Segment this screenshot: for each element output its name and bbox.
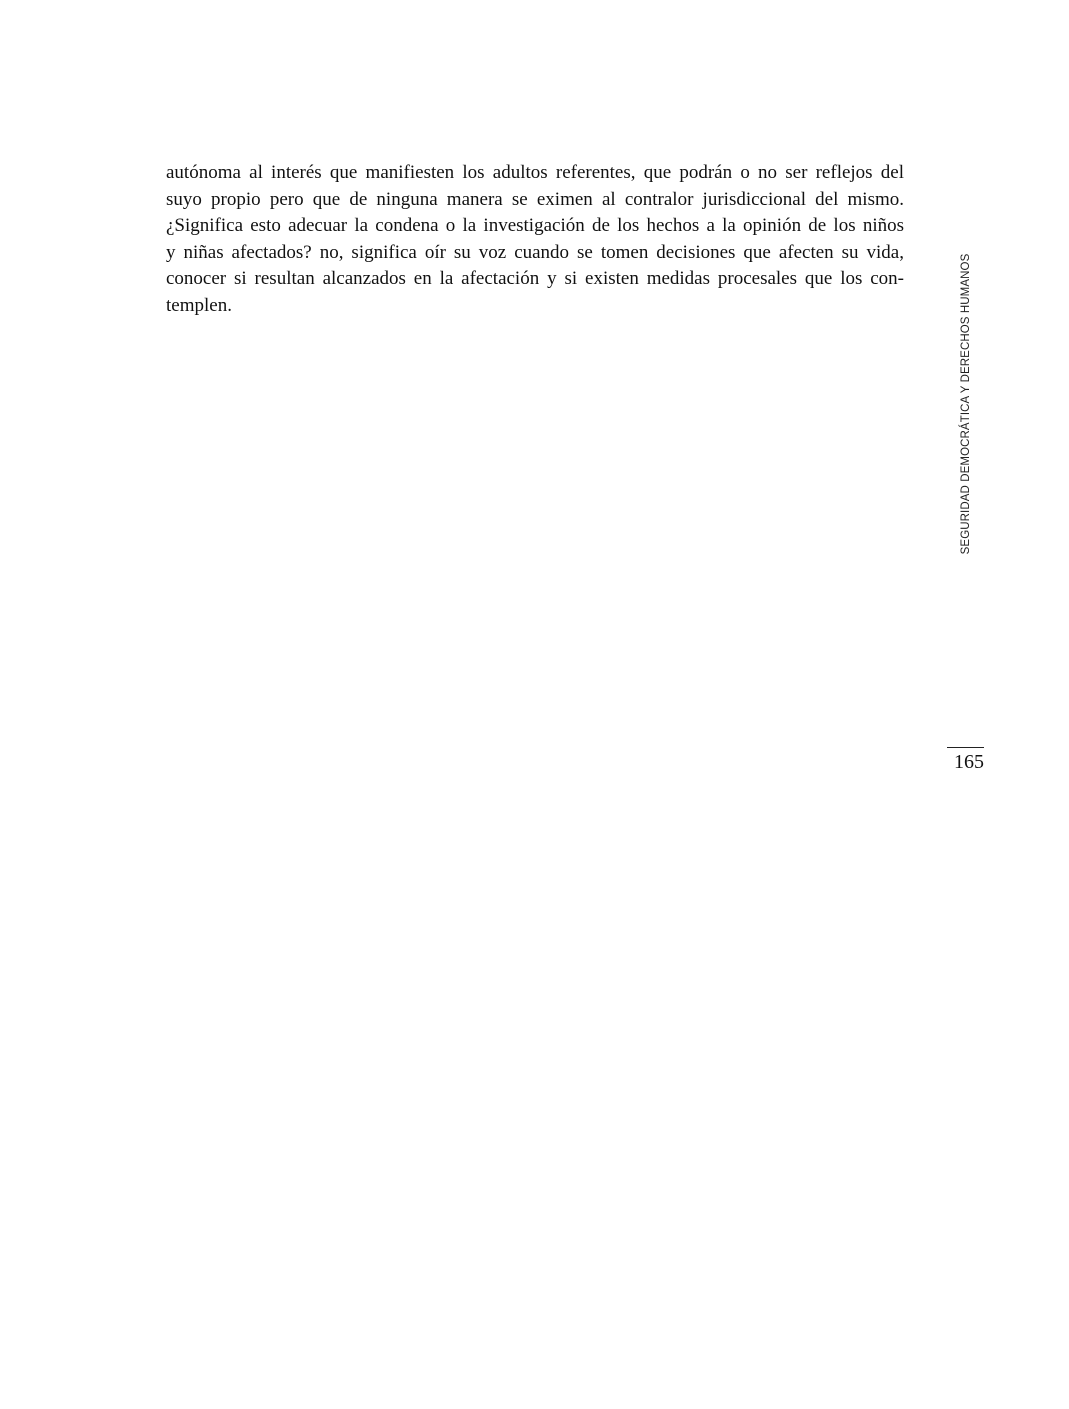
body-paragraph [166,160,904,320]
paragraph-line-5: conocer si resultan alcanzados en la afectación y si existen medidas procesales que los con- [166,268,904,290]
paragraph-line-4: y niñas afectados? no, significa oír su voz cuando se tomen decisiones que afecten su vida, [166,241,904,263]
paragraph-line-1: autónoma al interés que manifiesten los adultos referentes, que podrán o no ser reflejos del [166,162,904,183]
page-number: 165 [954,751,984,773]
page-number-rule [947,747,984,748]
running-head-text: SEGURIDAD DEMOCRÁTICA Y DERECHOS HUMANOS [960,253,972,555]
paragraph-line-6: templen. [166,294,232,316]
paragraph-line-3: ¿Significa esto adecuar la condena o la investigación de los hechos a la opinión de los niños [166,215,904,237]
paragraph-line-2: suyo propio pero que de ninguna manera se eximen al contralor jurisdiccional del mismo. [166,188,904,210]
